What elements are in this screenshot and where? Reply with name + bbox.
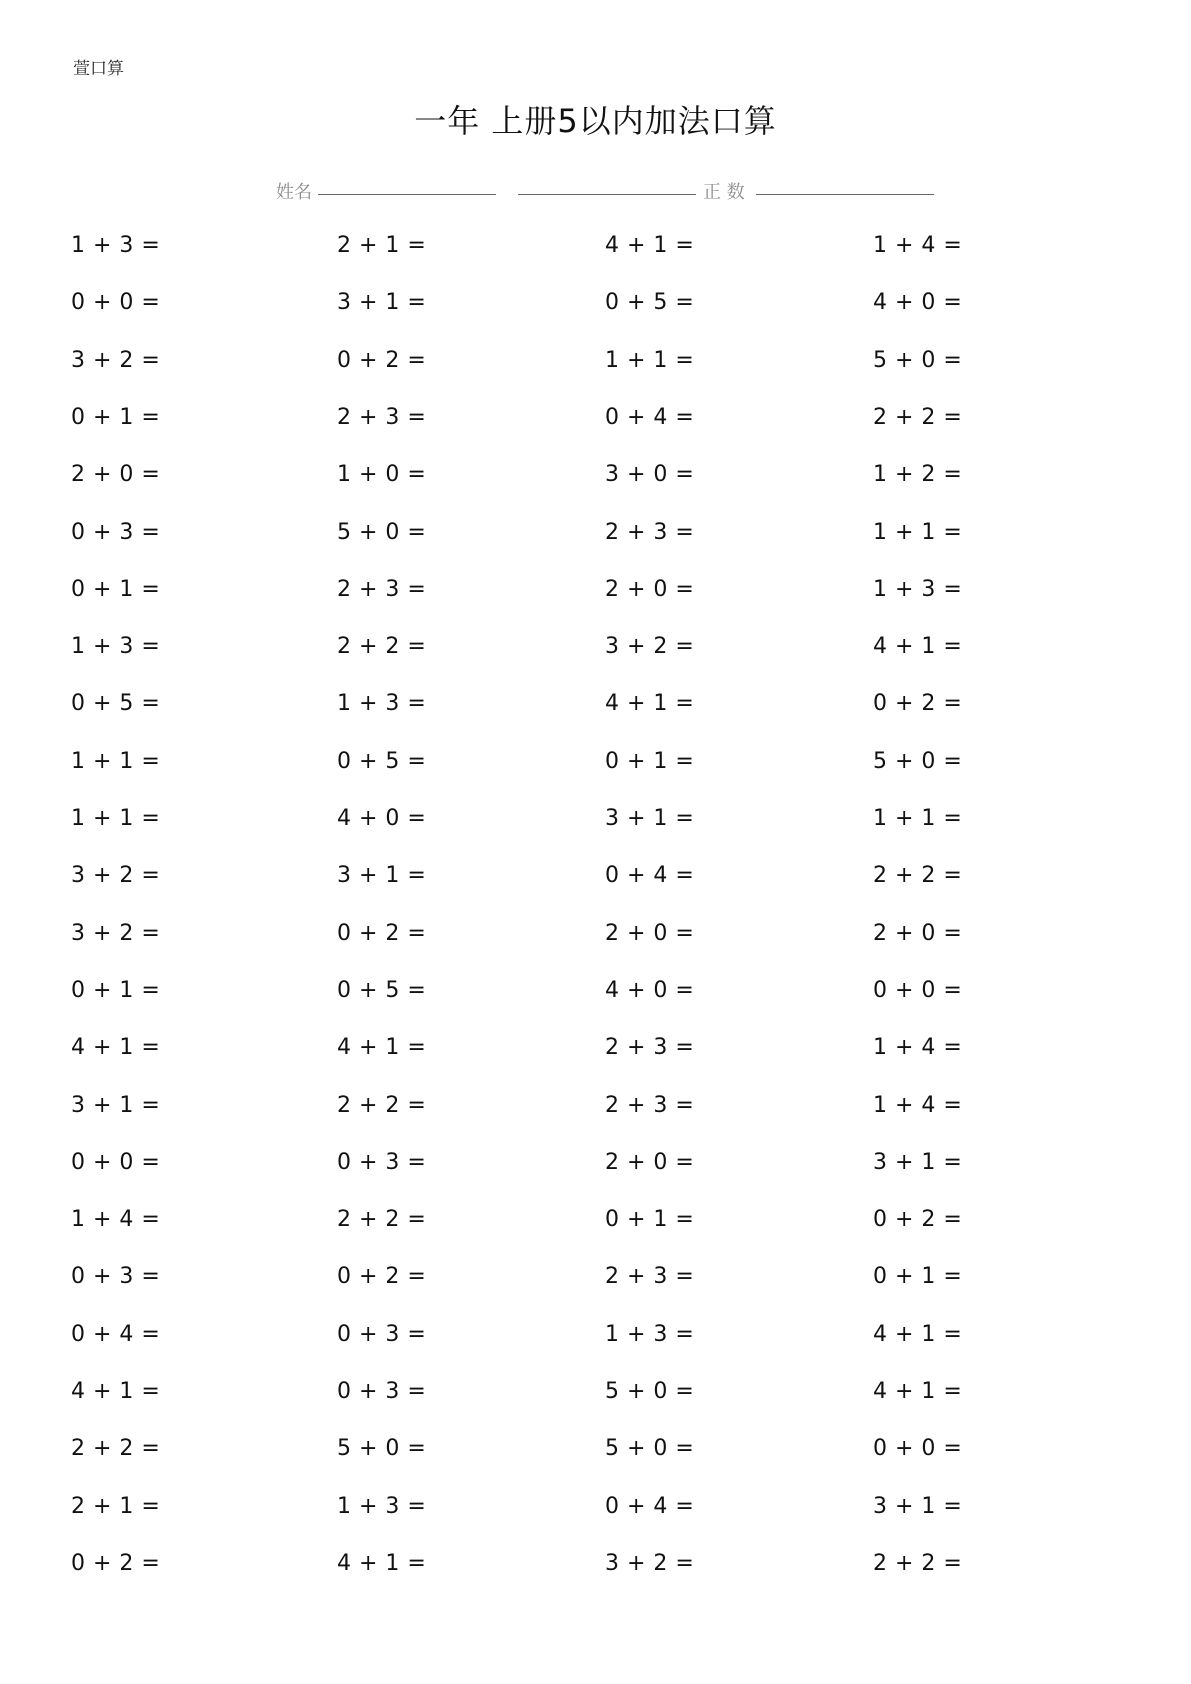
addition-problem: 2 + 0 = <box>605 921 695 946</box>
addition-problem: 0 + 3 = <box>71 520 161 545</box>
addition-problem: 5 + 0 = <box>873 348 963 373</box>
addition-problem: 0 + 3 = <box>337 1150 427 1175</box>
addition-problem: 2 + 2 = <box>337 634 427 659</box>
addition-problem: 3 + 2 = <box>71 863 161 888</box>
addition-problem: 0 + 1 = <box>71 577 161 602</box>
addition-problem: 0 + 2 = <box>873 691 963 716</box>
addition-problem: 1 + 4 = <box>873 1035 963 1060</box>
addition-problem: 4 + 1 = <box>71 1035 161 1060</box>
addition-problem: 3 + 1 = <box>337 290 427 315</box>
addition-problem: 0 + 1 = <box>71 405 161 430</box>
addition-problem: 2 + 3 = <box>605 1093 695 1118</box>
addition-problem: 1 + 3 = <box>873 577 963 602</box>
addition-problem: 1 + 3 = <box>71 233 161 258</box>
addition-problem: 1 + 3 = <box>605 1322 695 1347</box>
addition-problem: 3 + 1 = <box>605 806 695 831</box>
correct-count-label: 正 数 <box>703 182 745 203</box>
student-info-row <box>0 178 1191 208</box>
addition-problem: 2 + 3 = <box>337 405 427 430</box>
addition-problem: 2 + 0 = <box>605 1150 695 1175</box>
addition-problem: 1 + 2 = <box>873 462 963 487</box>
addition-problem: 4 + 1 = <box>71 1379 161 1404</box>
addition-problem: 2 + 0 = <box>873 921 963 946</box>
addition-problem: 3 + 1 = <box>71 1093 161 1118</box>
addition-problem: 0 + 5 = <box>337 978 427 1003</box>
addition-problem: 0 + 4 = <box>605 405 695 430</box>
addition-problem: 5 + 0 = <box>337 1436 427 1461</box>
addition-problem: 3 + 2 = <box>71 921 161 946</box>
addition-problem: 1 + 1 = <box>71 749 161 774</box>
page-title: 一年 上册5以内加法口算 <box>414 102 777 140</box>
addition-problem: 2 + 2 = <box>873 405 963 430</box>
addition-problem: 2 + 0 = <box>605 577 695 602</box>
addition-problem: 1 + 3 = <box>71 634 161 659</box>
addition-problem: 0 + 1 = <box>873 1264 963 1289</box>
addition-problem: 1 + 4 = <box>873 1093 963 1118</box>
addition-problem: 0 + 0 = <box>71 290 161 315</box>
addition-problem: 2 + 2 = <box>71 1436 161 1461</box>
addition-problem: 0 + 4 = <box>605 1494 695 1519</box>
addition-problem: 2 + 3 = <box>605 1264 695 1289</box>
addition-problem: 4 + 0 = <box>337 806 427 831</box>
addition-problem: 1 + 1 = <box>71 806 161 831</box>
addition-problem: 5 + 0 = <box>605 1436 695 1461</box>
addition-problem: 1 + 1 = <box>873 806 963 831</box>
addition-problem: 3 + 1 = <box>337 863 427 888</box>
addition-problem: 1 + 4 = <box>71 1207 161 1232</box>
addition-problem: 0 + 4 = <box>71 1322 161 1347</box>
name-label: 姓名 <box>276 182 312 203</box>
addition-problem: 2 + 1 = <box>71 1494 161 1519</box>
addition-problem: 0 + 5 = <box>605 290 695 315</box>
addition-problem: 1 + 1 = <box>873 520 963 545</box>
addition-problem: 2 + 2 = <box>337 1207 427 1232</box>
addition-problem: 2 + 2 = <box>873 863 963 888</box>
addition-problem: 0 + 0 = <box>71 1150 161 1175</box>
addition-problem: 0 + 2 = <box>337 1264 427 1289</box>
addition-problem: 0 + 2 = <box>337 921 427 946</box>
addition-problem: 4 + 1 = <box>873 634 963 659</box>
addition-problem: 2 + 0 = <box>71 462 161 487</box>
addition-problem: 1 + 4 = <box>873 233 963 258</box>
addition-problem: 0 + 1 = <box>605 1207 695 1232</box>
addition-problem: 2 + 3 = <box>605 1035 695 1060</box>
correct-count-blank-line[interactable] <box>756 194 934 195</box>
addition-problem: 3 + 0 = <box>605 462 695 487</box>
addition-problem: 0 + 3 = <box>337 1379 427 1404</box>
addition-problem: 1 + 3 = <box>337 1494 427 1519</box>
addition-problem: 4 + 1 = <box>873 1322 963 1347</box>
addition-problem: 0 + 1 = <box>605 749 695 774</box>
addition-problem: 3 + 1 = <box>873 1494 963 1519</box>
addition-problem: 3 + 2 = <box>605 634 695 659</box>
addition-problem: 0 + 3 = <box>337 1322 427 1347</box>
addition-problem: 0 + 3 = <box>71 1264 161 1289</box>
addition-problem: 3 + 1 = <box>873 1150 963 1175</box>
addition-problem: 0 + 5 = <box>337 749 427 774</box>
addition-problem: 0 + 4 = <box>605 863 695 888</box>
addition-problem: 0 + 2 = <box>873 1207 963 1232</box>
addition-problem: 1 + 3 = <box>337 691 427 716</box>
addition-problem: 0 + 2 = <box>71 1551 161 1576</box>
addition-problem: 5 + 0 = <box>873 749 963 774</box>
addition-problem: 4 + 0 = <box>605 978 695 1003</box>
addition-problem: 3 + 2 = <box>71 348 161 373</box>
addition-problem: 3 + 2 = <box>605 1551 695 1576</box>
blank-line[interactable] <box>518 194 696 195</box>
addition-problem: 4 + 1 = <box>337 1035 427 1060</box>
name-blank-line[interactable] <box>318 194 496 195</box>
addition-problem: 1 + 0 = <box>337 462 427 487</box>
addition-problem: 0 + 5 = <box>71 691 161 716</box>
addition-problem: 1 + 1 = <box>605 348 695 373</box>
addition-problem: 5 + 0 = <box>605 1379 695 1404</box>
addition-problem: 0 + 0 = <box>873 1436 963 1461</box>
addition-problem: 4 + 1 = <box>873 1379 963 1404</box>
addition-problem: 0 + 0 = <box>873 978 963 1003</box>
addition-problem: 0 + 2 = <box>337 348 427 373</box>
addition-problem: 2 + 2 = <box>337 1093 427 1118</box>
addition-problem: 2 + 1 = <box>337 233 427 258</box>
addition-problem: 4 + 1 = <box>337 1551 427 1576</box>
addition-problem: 0 + 1 = <box>71 978 161 1003</box>
addition-problem: 5 + 0 = <box>337 520 427 545</box>
addition-problem: 2 + 3 = <box>337 577 427 602</box>
addition-problem: 4 + 0 = <box>873 290 963 315</box>
addition-problem: 4 + 1 = <box>605 233 695 258</box>
addition-problem: 2 + 3 = <box>605 520 695 545</box>
addition-problem: 4 + 1 = <box>605 691 695 716</box>
addition-problem: 2 + 2 = <box>873 1551 963 1576</box>
header-tag: 萱口算 <box>73 59 124 79</box>
